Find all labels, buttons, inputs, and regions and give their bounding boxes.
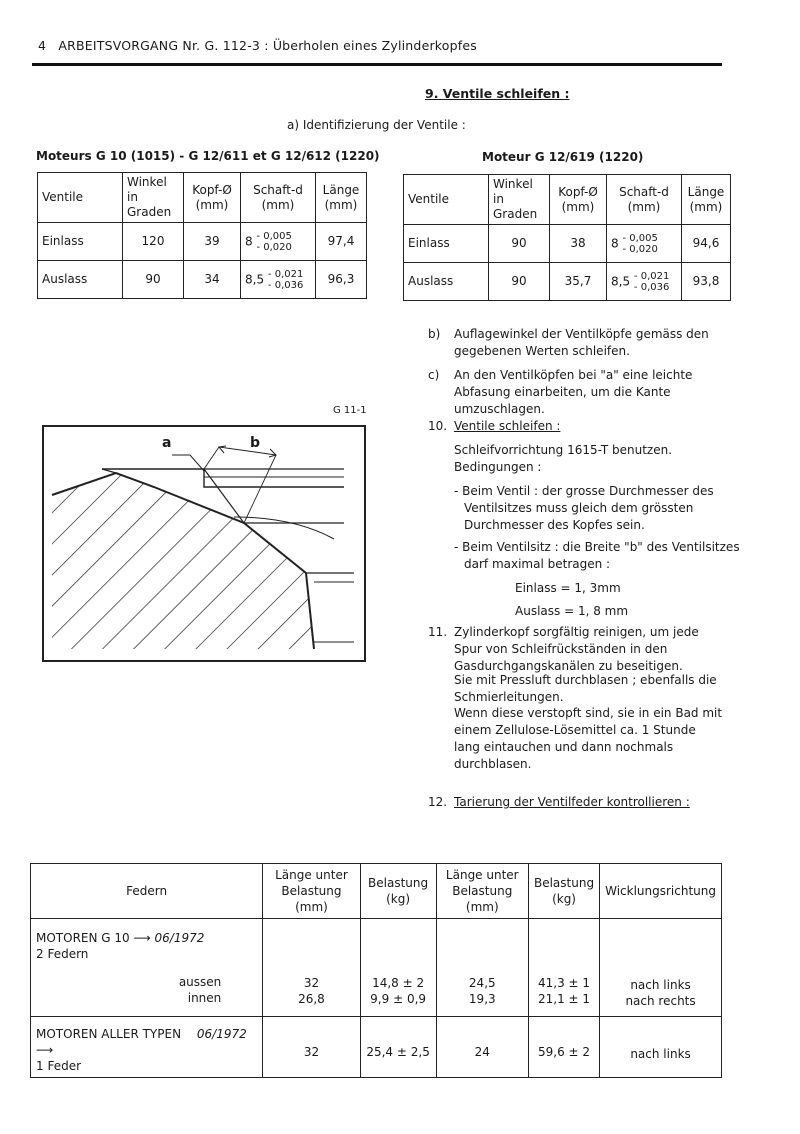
th-laenge1: Länge unter Belastung (mm) <box>263 864 360 919</box>
header-text: ARBEITSVORGANG Nr. G. 112-3 : Überholen eines Zylinderkopfes <box>58 38 477 53</box>
figure-marker-b: b <box>250 435 261 451</box>
group1-date: 06/1972 <box>154 931 205 945</box>
section11-text3: Wenn diese verstopft sind, sie in ein Bad mit einem Zellulose-Lösemittel ca. 1 Stunde lang eintauchen und dann nochmals durchblasen. <box>454 706 723 771</box>
cell-name: Einlass <box>38 223 123 261</box>
group2-sub: 1 Feder <box>36 1059 82 1073</box>
section11-text1: Zylinderkopf sorgfältig reinigen, um jede Spur von Schleifrückständen in den Gasdurchgangskanälen zu beseitigen. <box>454 625 699 673</box>
group2-cell <box>31 1017 263 1078</box>
cell-laenge: 94,6 <box>682 225 731 263</box>
figure-marker-a: a <box>162 435 172 451</box>
cell-schaft: 8 - 0,005 - 0,020 <box>607 225 682 263</box>
cell-schaft: 8,5 - 0,021 - 0,036 <box>607 263 682 301</box>
group2-date: 06/1972 <box>196 1027 247 1041</box>
table-right-caption: Moteur G 12/619 (1220) <box>482 150 644 164</box>
th-laenge2: Länge unter Belastung (mm) <box>436 864 528 919</box>
valve-seat-drawing <box>44 427 364 660</box>
section10-number: 10. <box>428 419 448 433</box>
th-schaft: Schaft-d (mm) <box>607 175 682 225</box>
cell-winkel: 90 <box>489 263 550 301</box>
section9-sub-a: a) Identifizierung der Ventile : <box>287 118 466 132</box>
th-kopf: Kopf-Ø (mm) <box>550 175 607 225</box>
para-b-marker: b) <box>428 327 441 341</box>
th-winkel: Winkel in Graden <box>123 173 184 223</box>
group1-cell <box>31 919 263 1017</box>
cell-kopf: 35,7 <box>550 263 607 301</box>
table-row <box>38 223 367 261</box>
para-c-marker: c) <box>428 368 440 382</box>
page-number: 4 <box>38 38 47 53</box>
cell-schaft: 8 - 0,005 - 0,020 <box>241 223 316 261</box>
section12-title: Tarierung der Ventilfeder kontrollieren : <box>454 795 690 809</box>
section10-title: Ventile schleifen : <box>454 419 561 433</box>
th-federn: Federn <box>31 864 263 919</box>
section10-einlass: Einlass = 1, 3mm <box>515 581 621 595</box>
table-row <box>404 225 731 263</box>
federn-table <box>30 863 722 1078</box>
section10-bullet2: - Beim Ventilsitz : die Breite "b" des Ventilsitzes darf maximal betragen : <box>454 540 740 571</box>
cell-winkel: 90 <box>489 225 550 263</box>
cell-kopf: 34 <box>184 261 241 299</box>
section10-bullet1: - Beim Ventil : der grosse Durchmesser des Ventilsitzes muss gleich dem grössten Durchmesser des Kopfes sein. <box>454 484 714 532</box>
table-row: MOTOREN ALLER TYPEN 06/1972 ⟶ 1 Feder 32 25,4 ± 2,5 24 59,6 ± 2 nach links <box>31 1017 722 1078</box>
th-belastung1: Belastung (kg) <box>360 864 436 919</box>
th-laenge: Länge (mm) <box>316 173 367 223</box>
table-left <box>37 172 367 299</box>
th-laenge: Länge (mm) <box>682 175 731 225</box>
group2-title: MOTOREN ALLER TYPEN <box>36 1027 182 1041</box>
cell-winkel: 120 <box>123 223 184 261</box>
cell-laenge: 97,4 <box>316 223 367 261</box>
section11-number: 11. <box>428 625 448 639</box>
section9-title: 9. Ventile schleifen : <box>425 86 570 101</box>
section10-line1: Schleifvorrichtung 1615-T benutzen. <box>454 443 673 457</box>
th-winkel: Winkel in Graden <box>489 175 550 225</box>
section10-auslass: Auslass = 1, 8 mm <box>515 604 629 618</box>
group1-title: MOTOREN G 10 <box>36 931 130 945</box>
cell-kopf: 38 <box>550 225 607 263</box>
th-ventile: Ventile <box>404 175 489 225</box>
valve-figure <box>42 425 366 662</box>
para-b-text: Auflagewinkel der Ventilköpfe gemäss den gegebenen Werten schleifen. <box>454 327 709 358</box>
th-richtung: Wicklungsrichtung <box>600 864 722 919</box>
th-kopf: Kopf-Ø (mm) <box>184 173 241 223</box>
th-belastung2: Belastung (kg) <box>528 864 599 919</box>
para-c-text: An den Ventilköpfen bei "a" eine leichte Abfasung einarbeiten, um die Kante umzuschlagen. <box>454 368 693 416</box>
group1-label-aussen: aussen <box>178 975 222 989</box>
cell-kopf: 39 <box>184 223 241 261</box>
cell-schaft: 8,5 - 0,021 - 0,036 <box>241 261 316 299</box>
group1-label-innen: innen <box>187 991 222 1005</box>
section12-number: 12. <box>428 795 448 809</box>
group1-sub: 2 Federn <box>36 947 89 961</box>
cell-laenge: 93,8 <box>682 263 731 301</box>
cell-name: Auslass <box>404 263 489 301</box>
cell-laenge: 96,3 <box>316 261 367 299</box>
page-header <box>38 38 477 53</box>
figure-label: G 11-1 <box>333 405 367 416</box>
table-row <box>38 261 367 299</box>
th-ventile: Ventile <box>38 173 123 223</box>
table-right <box>403 174 731 301</box>
cell-name: Einlass <box>404 225 489 263</box>
th-schaft: Schaft-d (mm) <box>241 173 316 223</box>
arrow-icon: ⟶ <box>36 1043 54 1057</box>
table-left-caption: Moteurs G 10 (1015) - G 12/611 et G 12/612 (1220) <box>36 149 380 163</box>
table-row: MOTOREN G 10 ⟶ 06/1972 2 Federn aussen innen 32 26,8 14,8 ± 2 9,9 ± 0,9 24,5 19,3 41,3 ± 1 21,1 ± 1 nach links nach rechts <box>31 919 722 1017</box>
table-row <box>404 263 731 301</box>
header-rule <box>32 63 722 66</box>
cell-winkel: 90 <box>123 261 184 299</box>
section11-text2: Sie mit Pressluft durchblasen ; ebenfalls die Schmierleitungen. <box>454 673 717 704</box>
section10-line2: Bedingungen : <box>454 460 542 474</box>
arrow-icon: ⟶ <box>133 931 155 945</box>
cell-name: Auslass <box>38 261 123 299</box>
